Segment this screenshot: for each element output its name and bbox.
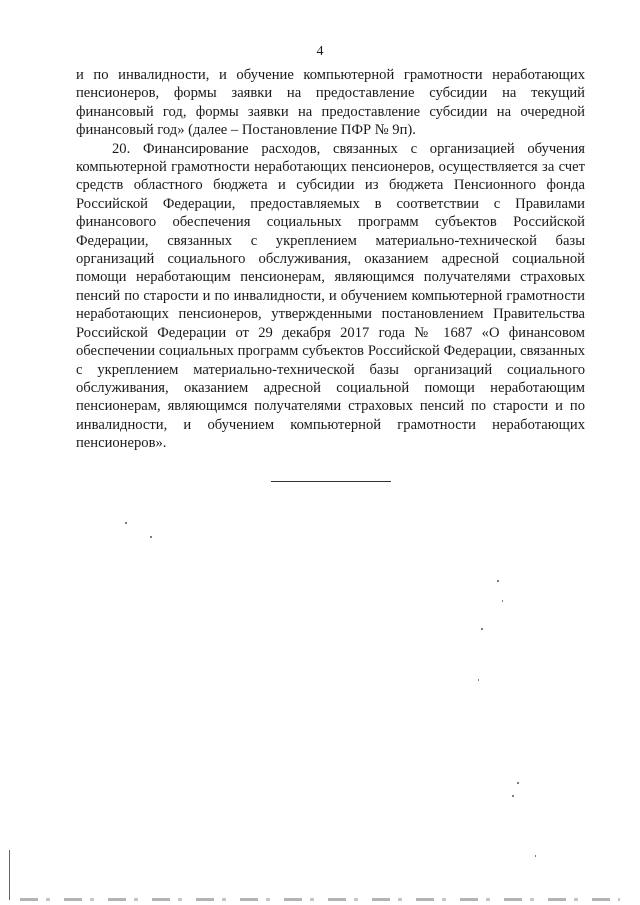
scan-speck bbox=[125, 522, 127, 524]
scan-speck bbox=[478, 679, 479, 681]
paragraph-continuation: и по инвалидности, и обучение компьютерной грамотности неработающих пенсионеров, формы заявки на предоставление субсидии на текущий финансовый год, формы заявки на предоставление субсидии на очередной финансовый год» (далее – Постановление ПФР № 9п). bbox=[76, 67, 585, 139]
body-text bbox=[76, 66, 585, 453]
scan-speck bbox=[481, 628, 483, 630]
scan-speck bbox=[517, 782, 519, 784]
end-separator-line bbox=[271, 481, 391, 482]
scan-speck bbox=[150, 536, 152, 538]
scan-speck bbox=[502, 600, 503, 602]
scan-bottom-artifact bbox=[20, 898, 620, 901]
scan-edge bbox=[9, 850, 10, 900]
scan-speck bbox=[497, 580, 499, 582]
paragraph-item-20: 20. Финансирование расходов, связанных с организацией обучения компьютерной грамотности неработающих пенсионеров, осуществляется за счет средств областного бюджета и субсидии из бюджета Пенсионного фонда Российской Федерации, предоставляемых в соответствии с Правилами финансового обеспечения социальных программ субъектов Российской Федерации, связанных с укреплением материально-технической базы организаций социального обслуживания, оказанием адресной социальной помощи неработающим пенсионерам, являющимся получателями страховых пенсий по старости и по инвалидности, и обучением компьютерной грамотности неработающих пенсионеров, утвержденными постановлением Правительства Российской Федерации от 29 декабря 2017 года № 1687 «О финансовом обеспечении социальных программ субъектов Российской Федерации, связанных с укреплением материально-технической базы организаций социального обслуживания, оказанием адресной социальной помощи неработающим пенсионерам, являющимся получателями страховых пенсий по старости и по инвалидности, и обучением компьютерной грамотности неработающих пенсионеров». bbox=[76, 140, 585, 452]
scan-speck bbox=[535, 855, 536, 857]
scan-speck bbox=[512, 795, 514, 797]
page-number: 4 bbox=[316, 44, 324, 59]
